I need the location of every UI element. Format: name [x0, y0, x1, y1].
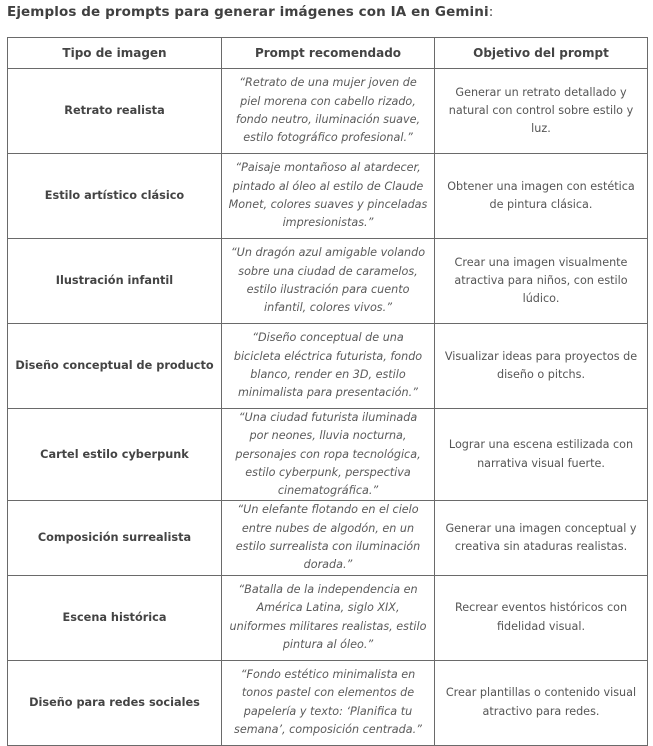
table-row: [8, 324, 648, 409]
cell-goal: Crear plantillas o contenido visual atractivo para redes.: [435, 660, 648, 745]
cell-goal: Obtener una imagen con estética de pintura clásica.: [435, 154, 648, 239]
title-colon: :: [488, 4, 494, 20]
cell-goal: Visualizar ideas para proyectos de diseño o pitchs.: [435, 324, 648, 409]
cell-type: Cartel estilo cyberpunk: [8, 409, 222, 501]
cell-goal: Generar un retrato detallado y natural con control sobre estilo y luz.: [435, 69, 648, 154]
table-row: [8, 239, 648, 324]
table-row: [8, 69, 648, 154]
cell-prompt: “Paisaje montañoso al atardecer, pintado al óleo al estilo de Claude Monet, colores suaves y pinceladas impresionistas.”: [222, 154, 435, 239]
prompts-table: [7, 37, 648, 746]
cell-type: Retrato realista: [8, 69, 222, 154]
table-row: [8, 409, 648, 501]
cell-goal: Lograr una escena estilizada con narrativa visual fuerte.: [435, 409, 648, 501]
table-header-row: [8, 38, 648, 69]
table-row: [8, 154, 648, 239]
cell-type: Diseño conceptual de producto: [8, 324, 222, 409]
cell-type: Diseño para redes sociales: [8, 660, 222, 745]
title-text: Ejemplos de prompts para generar imágenes con IA en Gemini: [7, 4, 489, 20]
cell-goal: Generar una imagen conceptual y creativa sin ataduras realistas.: [435, 501, 648, 575]
cell-goal: Crear una imagen visualmente atractiva para niños, con estilo lúdico.: [435, 239, 648, 324]
column-header-prompt: Prompt recomendado: [222, 38, 435, 69]
cell-prompt: “Un elefante flotando en el cielo entre nubes de algodón, en un estilo surrealista con iluminación dorada.”: [222, 501, 435, 575]
cell-prompt: “Batalla de la independencia en América Latina, siglo XIX, uniformes militares realistas, estilo pintura al óleo.”: [222, 575, 435, 660]
column-header-goal: Objetivo del prompt: [435, 38, 648, 69]
cell-prompt: “Una ciudad futurista iluminada por neones, lluvia nocturna, personajes con ropa tecnológica, estilo cyberpunk, perspectiva cinematográfica.”: [222, 409, 435, 501]
cell-prompt: “Diseño conceptual de una bicicleta eléctrica futurista, fondo blanco, render en 3D, estilo minimalista para presentación.”: [222, 324, 435, 409]
cell-type: Ilustración infantil: [8, 239, 222, 324]
table-row: [8, 501, 648, 575]
cell-prompt: “Fondo estético minimalista en tonos pastel con elementos de papelería y texto: ‘Planifica tu semana’, composición centrada.”: [222, 660, 435, 745]
page-title: [7, 4, 493, 20]
column-header-type: Tipo de imagen: [8, 38, 222, 69]
cell-type: Composición surrealista: [8, 501, 222, 575]
cell-prompt: “Retrato de una mujer joven de piel morena con cabello rizado, fondo neutro, iluminación suave, estilo fotográfico profesional.”: [222, 69, 435, 154]
cell-goal: Recrear eventos históricos con fidelidad visual.: [435, 575, 648, 660]
cell-type: Escena histórica: [8, 575, 222, 660]
cell-type: Estilo artístico clásico: [8, 154, 222, 239]
table-row: [8, 660, 648, 745]
table-row: [8, 575, 648, 660]
cell-prompt: “Un dragón azul amigable volando sobre una ciudad de caramelos, estilo ilustración para cuento infantil, colores vivos.”: [222, 239, 435, 324]
